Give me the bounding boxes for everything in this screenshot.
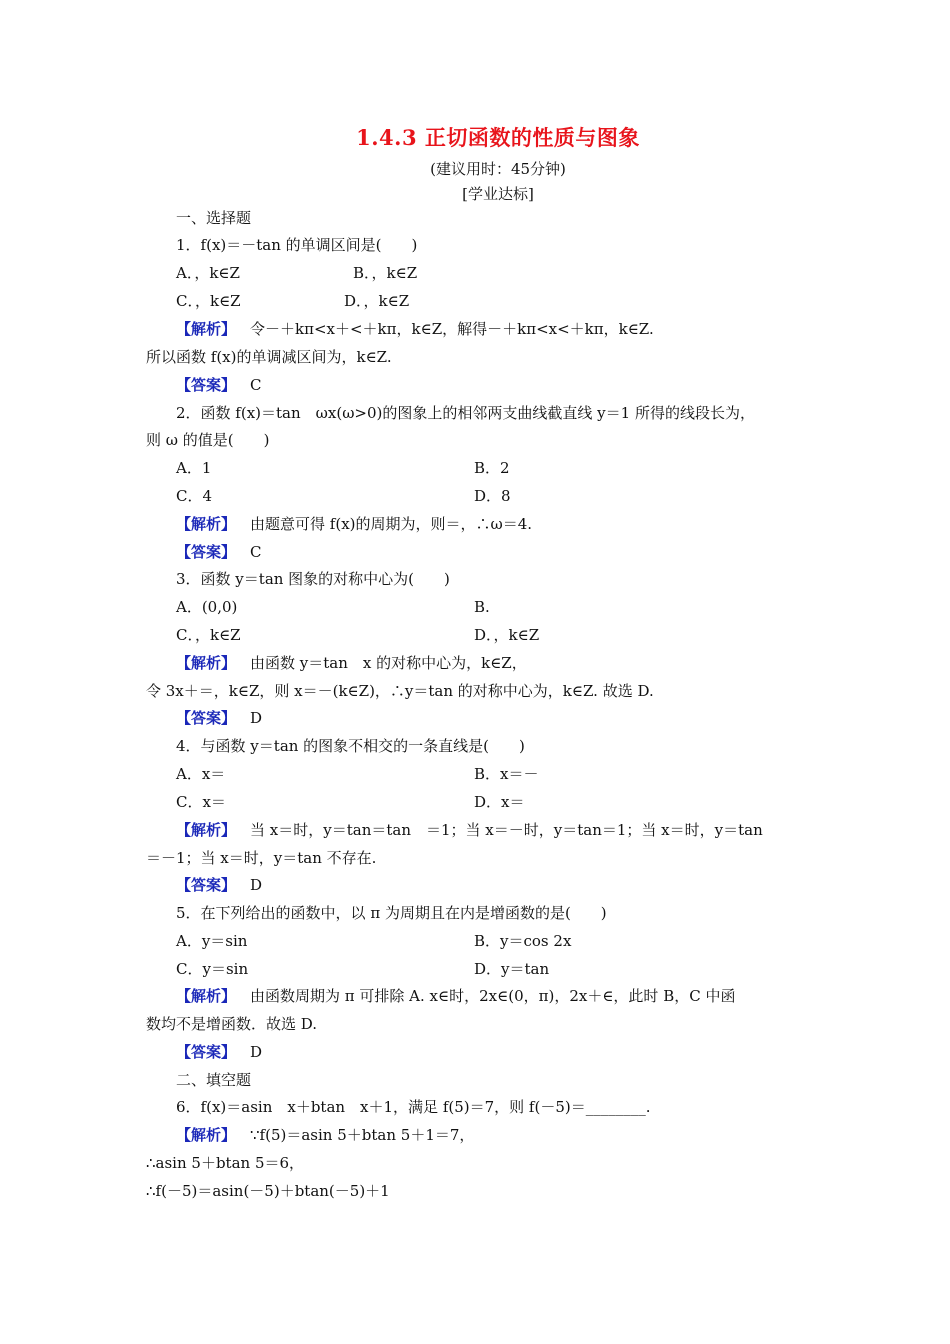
q2-answer <box>176 542 262 562</box>
q5-solution-cont: 数均不是增函数．故选 D. <box>146 1015 318 1033</box>
solution-tag: 【解析】 <box>176 987 237 1005</box>
q5-answer-value: D <box>250 1043 263 1061</box>
q6-solution-line3: ∴f(－5)＝asin(－5)＋btan(－5)＋1 <box>146 1182 390 1200</box>
q1-answer <box>176 375 262 395</box>
q4-option-c: C．x＝ <box>176 793 226 811</box>
q5-solution-text: 由函数周期为 π 可排除 A. x∈时，2x∈(0，π)，2x＋∈，此时 B，C 中函 <box>250 987 736 1005</box>
q1-option-d: D．，k∈Z <box>344 292 410 310</box>
q2-option-a: A．1 <box>176 459 212 477</box>
q1-answer-value: C <box>250 376 262 394</box>
q2-option-c: C．4 <box>176 487 213 505</box>
solution-tag: 【解析】 <box>176 515 237 533</box>
q5-option-c: C．y＝sin <box>176 960 249 978</box>
q3-answer <box>176 708 262 728</box>
q3-option-b: B. <box>474 598 490 616</box>
q3-option-c: C．，k∈Z <box>176 626 241 644</box>
q3-solution <box>176 653 527 673</box>
q2-stem: 2．函数 f(x)＝tan ωx(ω>0)的图象上的相邻两支曲线截直线 y＝1 所得的线段长为， <box>176 404 755 422</box>
solution-tag: 【解析】 <box>176 320 237 338</box>
q5-option-b: B．y＝cos 2x <box>474 932 572 950</box>
q4-stem: 4．与函数 y＝tan 的图象不相交的一条直线是( ) <box>176 737 525 755</box>
q3-solution-cont: 令 3x＋＝，k∈Z，则 x＝－(k∈Z)，∴y＝tan 的对称中心为，k∈Z. 故选 D. <box>146 682 654 700</box>
solution-tag: 【解析】 <box>176 654 237 672</box>
q2-option-b: B．2 <box>474 459 510 477</box>
q2-solution-text: 由题意可得 f(x)的周期为，则＝，∴ω＝4. <box>250 515 533 533</box>
q6-solution-line2: ∴asin 5＋btan 5＝6， <box>146 1154 305 1172</box>
q6-stem: 6．f(x)＝asin x＋btan x＋1，满足 f(5)＝7，则 f(－5)＝________. <box>176 1098 651 1116</box>
q2-answer-value: C <box>250 543 262 561</box>
section-fill-heading: 二、填空题 <box>176 1071 252 1089</box>
q4-option-b: B．x＝－ <box>474 765 539 783</box>
q4-answer <box>176 875 262 895</box>
q5-option-a: A．y＝sin <box>176 932 248 950</box>
q5-solution <box>176 986 735 1006</box>
page-title: 1.4.3 正切函数的性质与图象 <box>356 125 640 150</box>
q3-option-d: D．，k∈Z <box>474 626 540 644</box>
q3-solution-text: 由函数 y＝tan x 的对称中心为，k∈Z， <box>250 654 527 672</box>
q4-solution <box>176 820 763 840</box>
q5-stem: 5．在下列给出的函数中，以 π 为周期且在内是增函数的是( ) <box>176 904 607 922</box>
q2-solution <box>176 514 532 534</box>
level-label: [学业达标] <box>462 185 534 203</box>
q2-stem-cont: 则 ω 的值是( ) <box>146 431 270 449</box>
q1-option-a: A．，k∈Z <box>176 264 240 282</box>
answer-tag: 【答案】 <box>176 1043 237 1061</box>
q5-option-d: D．y＝tan <box>474 960 550 978</box>
answer-tag: 【答案】 <box>176 543 237 561</box>
solution-tag: 【解析】 <box>176 1126 237 1144</box>
section-choice-heading: 一、选择题 <box>176 209 252 227</box>
q2-option-d: D．8 <box>474 487 511 505</box>
q1-option-b: B．，k∈Z <box>353 264 418 282</box>
q1-stem: 1．f(x)＝－tan 的单调区间是( ) <box>176 236 418 254</box>
q4-solution-cont: ＝－1；当 x＝时，y＝tan 不存在. <box>146 849 377 867</box>
q3-answer-value: D <box>250 709 263 727</box>
q6-solution <box>176 1125 474 1145</box>
answer-tag: 【答案】 <box>176 876 237 894</box>
q6-solution-text: ∵f(5)＝asin 5＋btan 5＋1＝7， <box>250 1126 475 1144</box>
q4-option-d: D．x＝ <box>474 793 525 811</box>
time-note: (建议用时：45分钟) <box>430 160 566 178</box>
q1-solution-cont: 所以函数 f(x)的单调减区间为，k∈Z. <box>146 348 392 366</box>
q3-stem: 3．函数 y＝tan 图象的对称中心为( ) <box>176 570 450 588</box>
q1-solution-text: 令－＋kπ<x＋<＋kπ，k∈Z，解得－＋kπ<x<＋kπ，k∈Z. <box>250 320 654 338</box>
q5-answer <box>176 1042 262 1062</box>
q1-option-c: C．，k∈Z <box>176 292 241 310</box>
answer-tag: 【答案】 <box>176 376 237 394</box>
q1-solution <box>176 319 654 339</box>
q4-option-a: A．x＝ <box>176 765 226 783</box>
q4-answer-value: D <box>250 876 263 894</box>
answer-tag: 【答案】 <box>176 709 237 727</box>
solution-tag: 【解析】 <box>176 821 237 839</box>
q4-solution-text: 当 x＝时，y＝tan＝tan ＝1；当 x＝－时，y＝tan＝1；当 x＝时，y＝tan <box>250 821 763 839</box>
q3-option-a: A．(0,0) <box>176 598 238 616</box>
